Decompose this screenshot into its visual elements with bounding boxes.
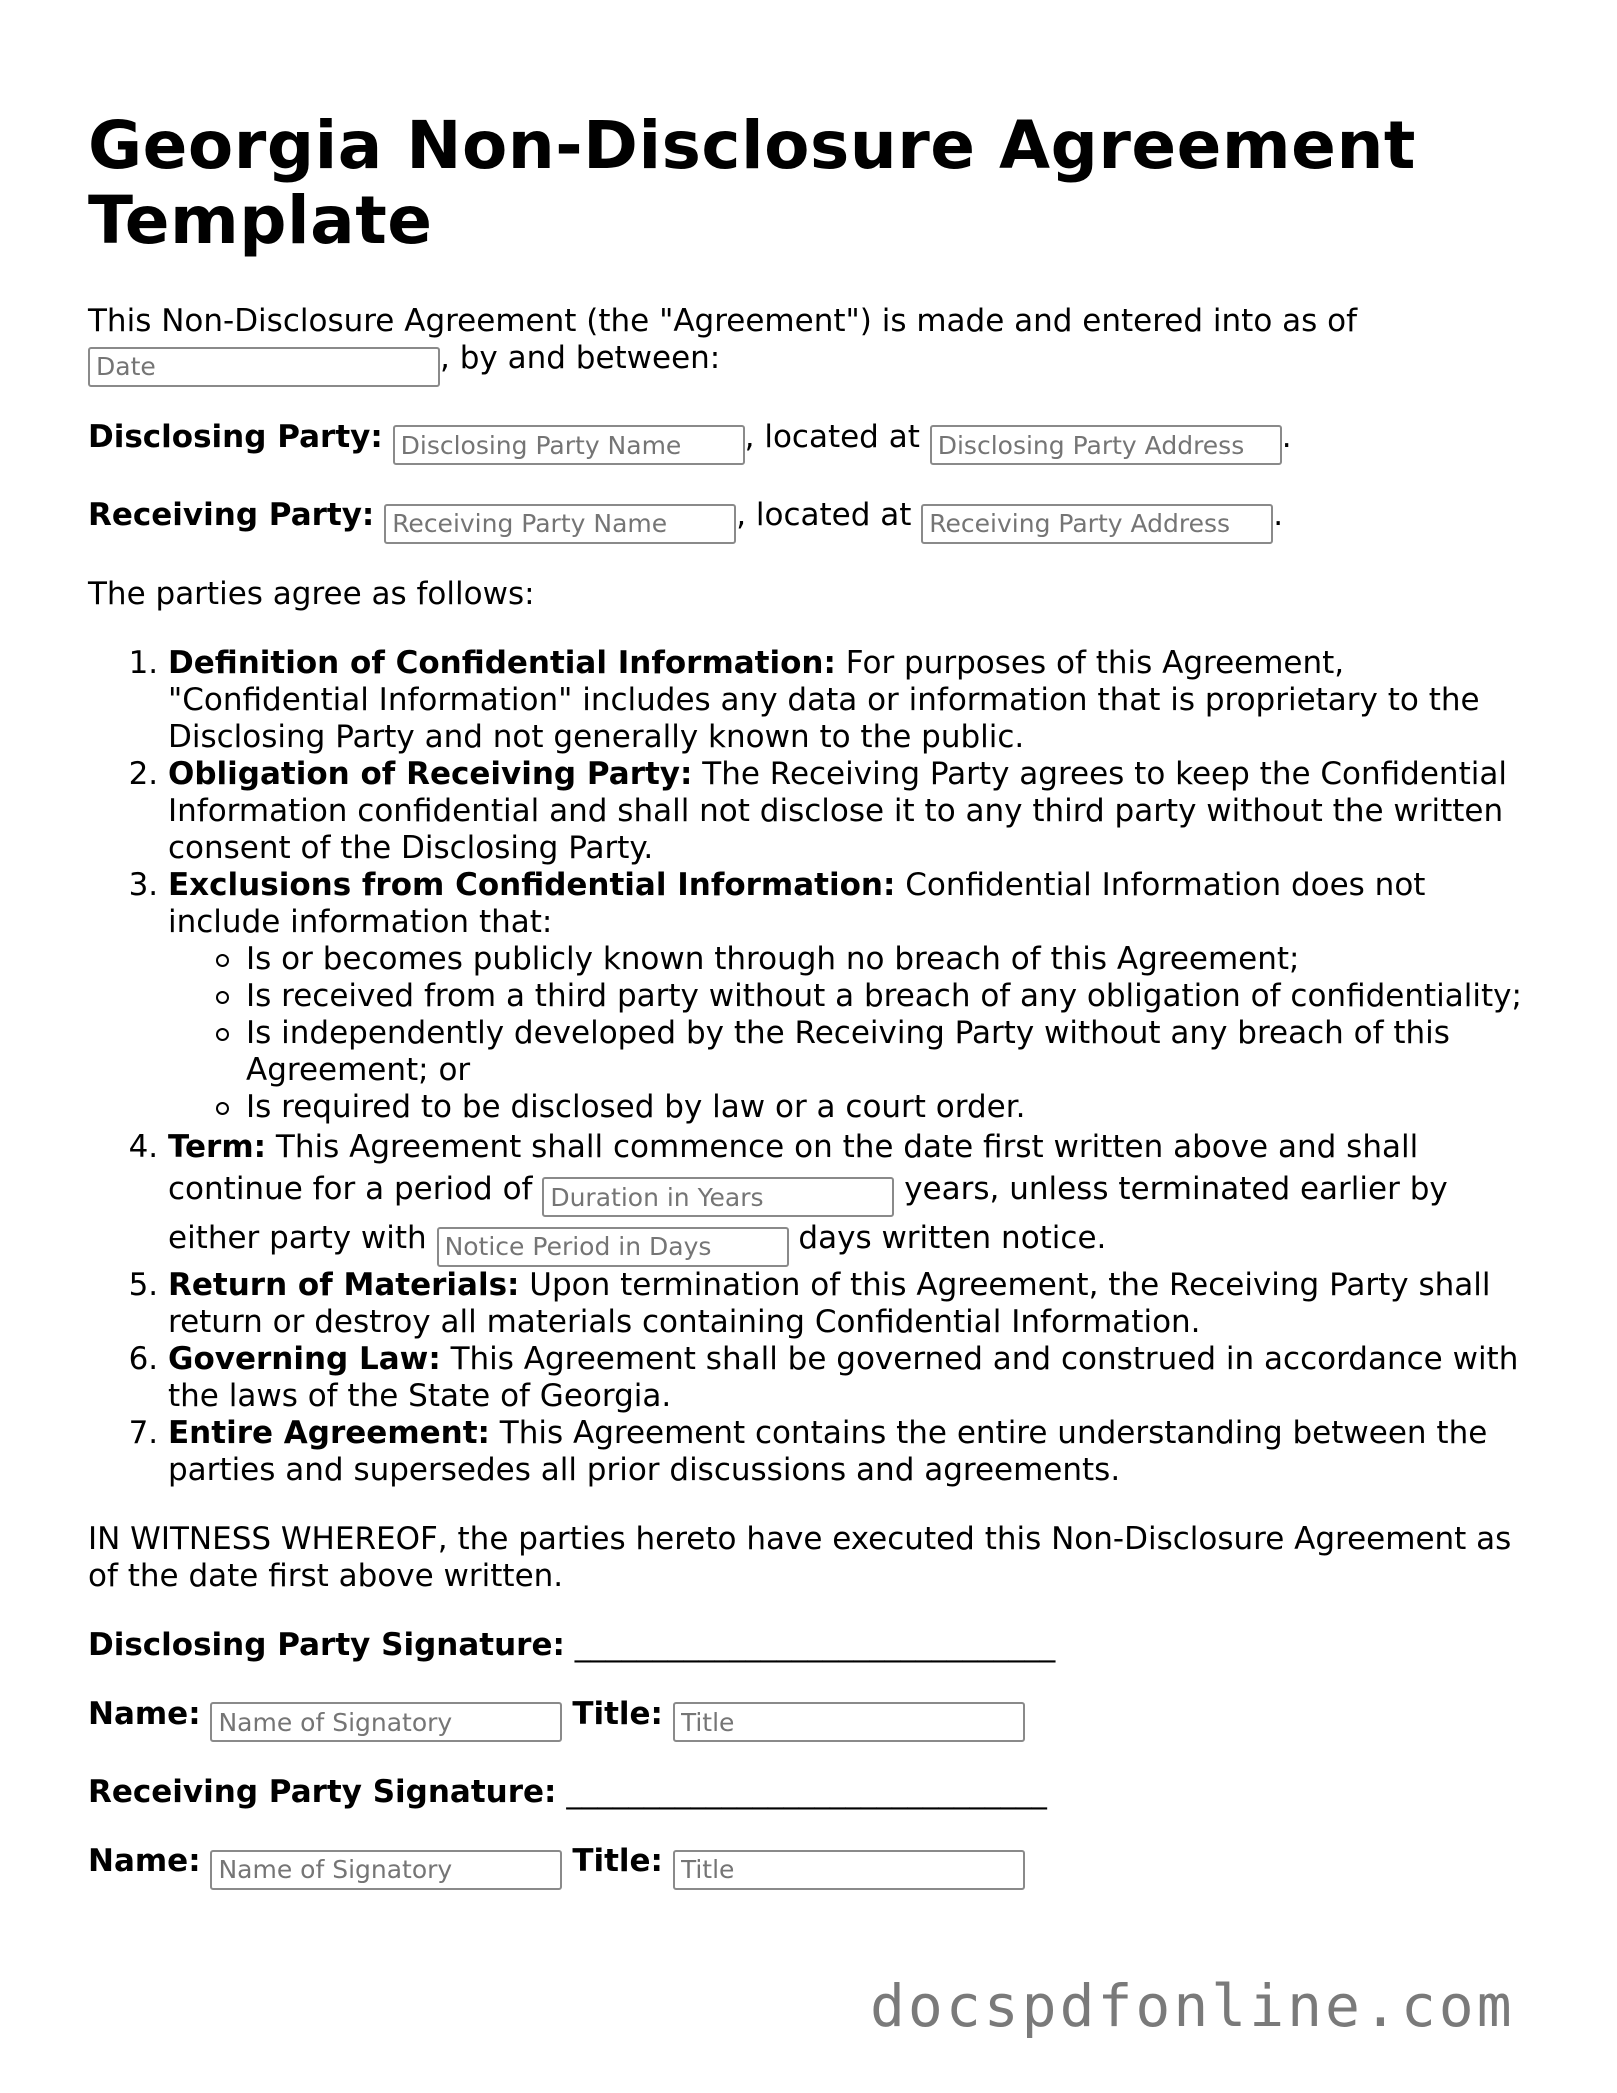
intro-text: This Non-Disclosure Agreement (the "Agreement") is made and entered into as of [88, 303, 1358, 339]
term-text: years, unless terminated earlier by either party with [168, 1170, 1448, 1256]
disclosing-name-title-line [88, 1696, 1538, 1743]
disclosing-signature-line [88, 1627, 1538, 1664]
exclusion-item: Is required to be disclosed by law or a court order. [246, 1089, 1538, 1126]
term-heading: Entire Agreement: [168, 1414, 490, 1451]
term-heading: Governing Law: [168, 1340, 441, 1377]
period-text: . [1273, 497, 1284, 533]
term-heading: Definition of Confidential Information: [168, 644, 836, 681]
name-label: Name: [88, 1695, 201, 1732]
term-text: For purposes of this Agreement, "Confidential Information" includes any data or information that is proprietary to the Disclosing Party and not generally known to the public. [168, 644, 1480, 755]
watermark-text: docspdfonline.com [870, 1972, 1515, 2040]
signature-blank[interactable]: _______________________________ [574, 1626, 1056, 1663]
term-item [168, 1126, 1538, 1267]
receiving-signatory-name-field[interactable] [210, 1850, 562, 1890]
receiving-party-name-field[interactable] [384, 504, 736, 544]
receiving-name-title-line [88, 1843, 1538, 1890]
term-heading: Term: [168, 1128, 267, 1165]
term-text: This Agreement contains the entire understanding between the parties and supersedes all prior discussions and agreements. [168, 1414, 1488, 1488]
signature-blank[interactable]: _______________________________ [566, 1774, 1047, 1810]
receiving-signature-label: Receiving Party Signature: [88, 1774, 557, 1810]
name-label: Name: [88, 1843, 201, 1879]
intro-text-after: , by and between: [440, 340, 721, 376]
intro-paragraph [88, 303, 1538, 387]
receiving-signature-line [88, 1774, 1538, 1811]
term-text: The Receiving Party agrees to keep the Confidential Information confidential and shall not disclose it to any third party without the written consent of the Disclosing Party. [168, 755, 1507, 866]
period-text: . [1281, 418, 1292, 455]
term-item [168, 867, 1538, 1126]
term-text: Confidential Information does not include information that: [168, 866, 1426, 940]
term-item [168, 1341, 1538, 1415]
term-heading: Obligation of Receiving Party: [168, 755, 693, 792]
located-at-text: , located at [736, 497, 912, 533]
title-label: Title: [572, 1843, 663, 1879]
term-heading: Exclusions from Confidential Information: [168, 866, 896, 903]
disclosing-party-label: Disclosing Party: [88, 418, 383, 455]
disclosing-signature-label: Disclosing Party Signature: [88, 1626, 565, 1663]
document-page [88, 108, 1538, 1922]
term-item [168, 1415, 1538, 1489]
term-text: days written notice. [798, 1220, 1107, 1256]
receiving-party-line [88, 497, 1538, 544]
terms-list [88, 645, 1538, 1489]
term-item [168, 756, 1538, 867]
notice-period-field[interactable] [437, 1227, 789, 1267]
disclosing-party-line [88, 419, 1538, 466]
located-at-text: , located at [744, 418, 920, 455]
disclosing-signatory-title-field[interactable] [673, 1702, 1025, 1742]
disclosing-party-name-field[interactable] [393, 425, 745, 465]
agree-text: The parties agree as follows: [88, 575, 535, 612]
term-text: Upon termination of this Agreement, the Receiving Party shall return or destroy all materials containing Confidential Information. [168, 1266, 1491, 1340]
receiving-party-address-field[interactable] [921, 504, 1273, 544]
term-text: This Agreement shall be governed and construed in accordance with the laws of the State of Georgia. [168, 1340, 1519, 1414]
term-heading: Return of Materials: [168, 1266, 520, 1303]
title-label: Title: [572, 1695, 663, 1732]
receiving-party-label: Receiving Party: [88, 497, 375, 533]
exclusion-item: Is received from a third party without a breach of any obligation of confidentiality; [246, 978, 1538, 1015]
term-text: This Agreement shall commence on the date first written above and shall continue for a period of [168, 1128, 1419, 1207]
exclusion-item: Is independently developed by the Receiving Party without any breach of this Agreement; or [246, 1015, 1538, 1089]
document-title: Georgia Non-Disclosure Agreement Template [88, 107, 1416, 259]
witness-paragraph: IN WITNESS WHEREOF, the parties hereto have executed this Non-Disclosure Agreement as of the date first above written. [88, 1520, 1512, 1594]
duration-years-field[interactable] [542, 1177, 894, 1217]
disclosing-signatory-name-field[interactable] [210, 1702, 562, 1742]
term-item [168, 645, 1538, 756]
date-field[interactable] [88, 347, 440, 387]
disclosing-party-address-field[interactable] [930, 425, 1282, 465]
exclusion-item: Is or becomes publicly known through no breach of this Agreement; [246, 941, 1538, 978]
term-item [168, 1267, 1538, 1341]
exclusions-list [168, 941, 1538, 1126]
receiving-signatory-title-field[interactable] [673, 1850, 1025, 1890]
